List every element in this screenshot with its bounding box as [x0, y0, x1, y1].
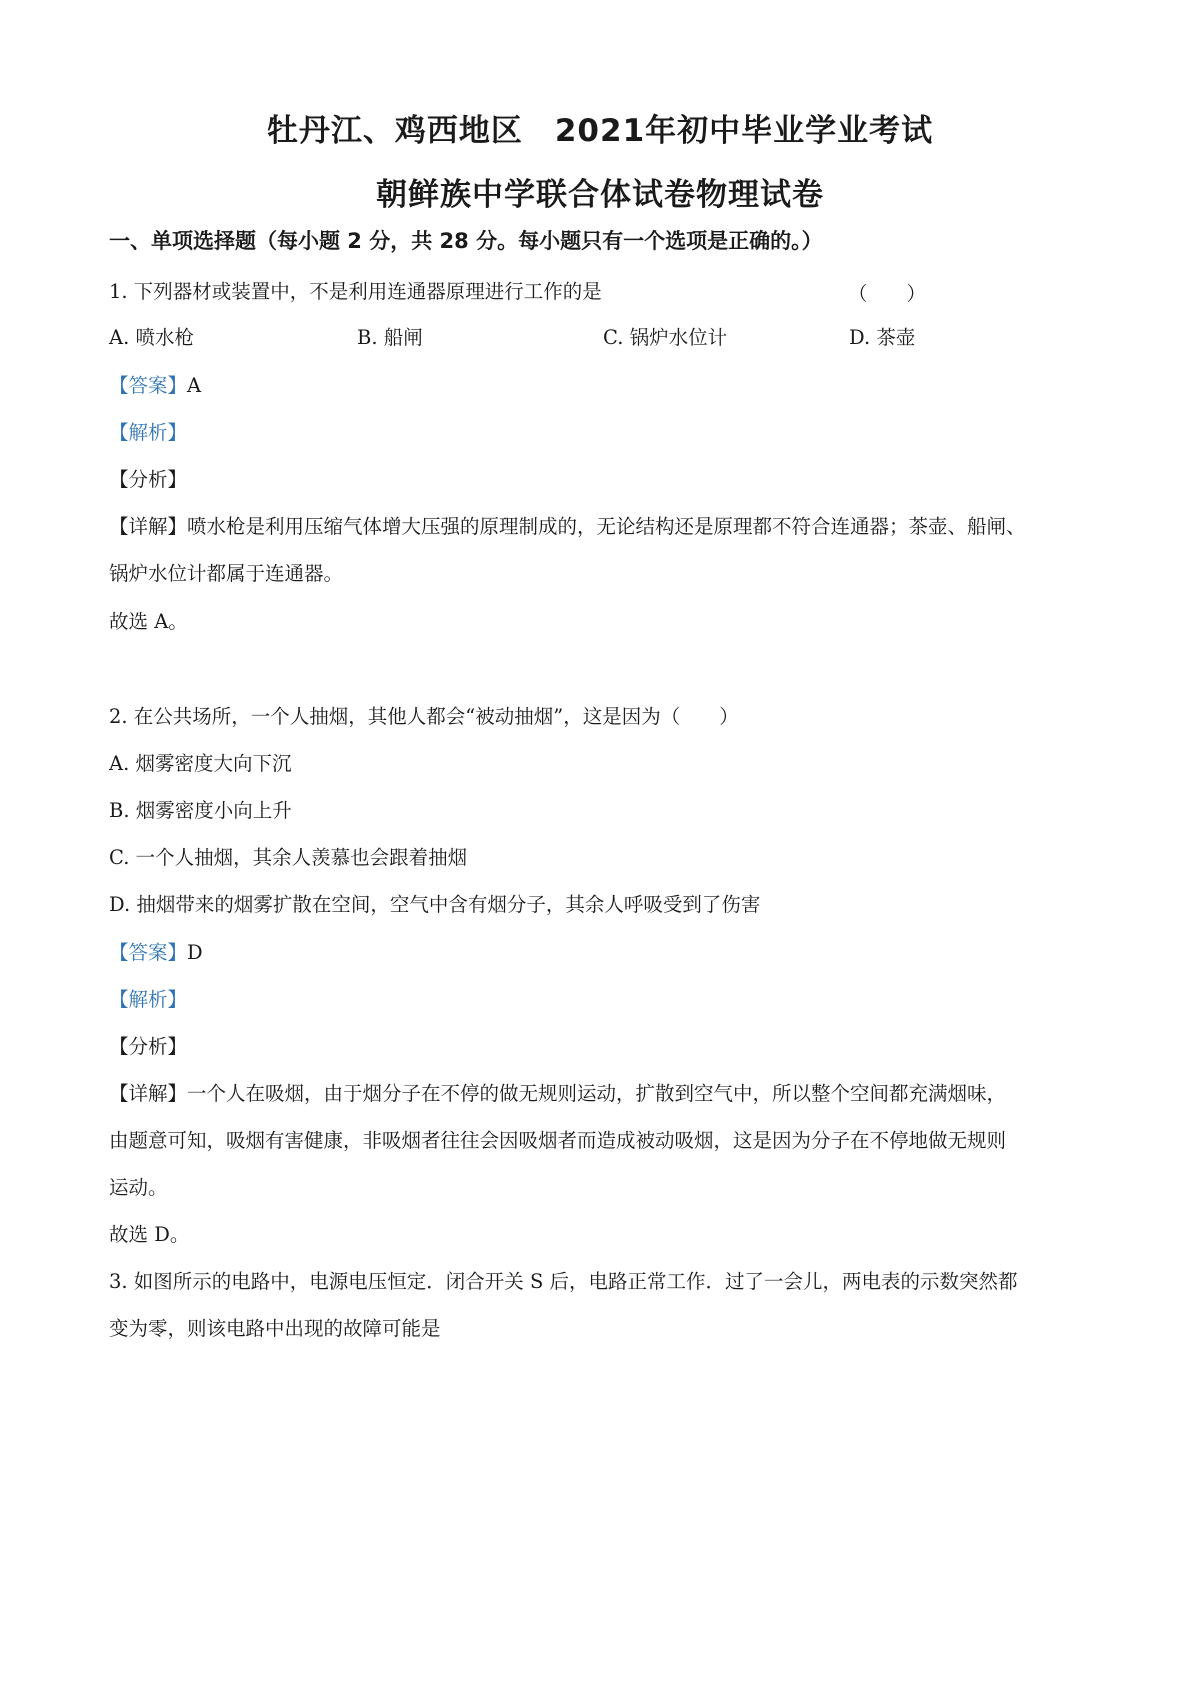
question-1-answer — [109, 372, 201, 400]
question-1-jiexi-tag: 【解析】 — [109, 421, 188, 444]
question-3-stem-line-2: 变为零，则该电路中出现的故障可能是 — [109, 1317, 441, 1340]
question-2-detail-line-1: 【详解】一个人在吸烟，由于烟分子在不停的做无规则运动，扩散到空气中，所以整个空间都充满烟味， — [109, 1082, 1007, 1105]
question-1-stem: 1. 下列器材或装置中，不是利用连通器原理进行工作的是 — [109, 280, 602, 303]
question-1-blank: （ ） — [848, 282, 927, 305]
question-1-detail-line-1: 【详解】喷水枪是利用压缩气体增大压强的原理制成的，无论结构还是原理都不符合连通器；茶壶、船闸、 — [109, 515, 1026, 538]
question-1-option-b: B. 船闸 — [357, 326, 423, 349]
question-2-option-c: C. 一个人抽烟，其余人羡慕也会跟着抽烟 — [109, 846, 468, 869]
question-1-option-a: A. 喷水枪 — [109, 326, 194, 349]
question-2-detail-line-3: 运动。 — [109, 1176, 168, 1199]
question-1-detail-line-2: 锅炉水位计都属于连通器。 — [109, 562, 344, 585]
exam-subtitle: 朝鲜族中学联合体试卷物理试卷 — [376, 177, 824, 213]
answer-value: A — [187, 374, 202, 397]
question-1-conclusion: 故选 A。 — [109, 610, 188, 633]
question-2-option-d: D. 抽烟带来的烟雾扩散在空间，空气中含有烟分子，其余人呼吸受到了伤害 — [109, 893, 761, 916]
question-2-option-a: A. 烟雾密度大向下沉 — [109, 752, 292, 775]
question-2-answer — [109, 939, 203, 967]
question-1-option-c: C. 锅炉水位计 — [603, 326, 728, 349]
answer-tag: 【答案】 — [109, 941, 188, 964]
question-2-option-b: B. 烟雾密度小向上升 — [109, 799, 292, 822]
question-2-analysis: 【分析】 — [109, 1035, 188, 1058]
exam-title: 牡丹江、鸡西地区 2021年初中毕业学业考试 — [266, 113, 934, 149]
question-2-conclusion: 故选 D。 — [109, 1223, 190, 1246]
answer-tag: 【答案】 — [109, 374, 188, 397]
question-3-stem-line-1: 3. 如图所示的电路中，电源电压恒定．闭合开关 S 后，电路正常工作．过了一会儿，两电表的示数突然都 — [109, 1270, 1018, 1293]
section-heading: 一、单项选择题（每小题 2 分，共 28 分。每小题只有一个选项是正确的。） — [109, 229, 823, 253]
question-2-stem: 2. 在公共场所，一个人抽烟，其他人都会“被动抽烟”，这是因为（ ） — [109, 705, 739, 728]
question-2-detail-line-2: 由题意可知，吸烟有害健康，非吸烟者往往会因吸烟者而造成被动吸烟，这是因为分子在不停地做无规则 — [109, 1129, 1007, 1152]
answer-value: D — [187, 941, 203, 964]
question-1-option-d: D. 茶壶 — [849, 326, 916, 349]
question-1-analysis: 【分析】 — [109, 468, 188, 491]
question-2-jiexi-tag: 【解析】 — [109, 988, 188, 1011]
